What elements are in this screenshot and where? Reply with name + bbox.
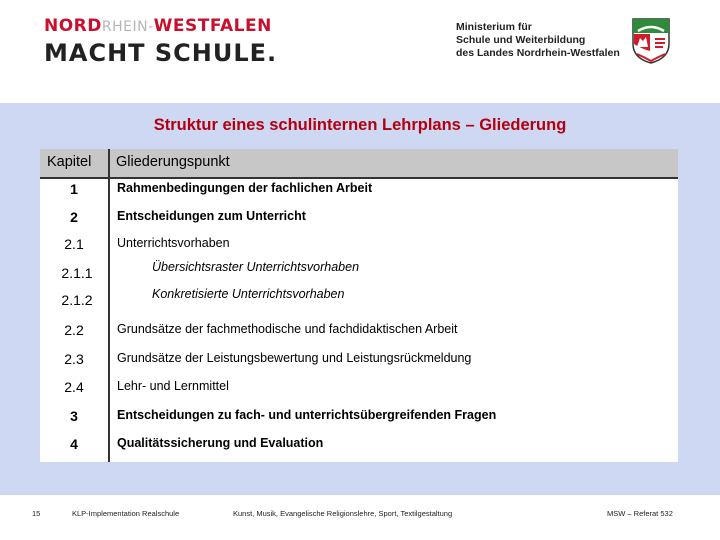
- chapter-number: 2.1.2: [61, 292, 93, 308]
- slide-header: [0, 0, 720, 103]
- outline-item-text: Unterrichtsvorhaben: [117, 236, 230, 250]
- header-kapitel: Kapitel: [47, 154, 92, 170]
- chapter-number: 4: [70, 436, 78, 452]
- chapter-number: 2.4: [64, 379, 84, 395]
- slide-footer: [0, 495, 720, 540]
- footer-center-text: Kunst, Musik, Evangelische Religionslehre, Sport, Textilgestaltung: [233, 509, 453, 518]
- chapter-number: 2: [70, 209, 78, 225]
- chapter-number: 2.1.1: [61, 265, 93, 281]
- logo-line-1: [44, 16, 277, 37]
- outline-item-text: Grundsätze der fachmethodische und fachdidaktischen Arbeit: [117, 322, 458, 336]
- ministry-line-3: des Landes Nordrhein-Westfalen: [456, 47, 620, 59]
- ministry-line-2: Schule und Weiterbildung: [456, 34, 586, 46]
- logo-rhein: RHEIN-: [101, 19, 154, 35]
- chapter-number: 2.2: [64, 322, 84, 338]
- structure-table: [40, 149, 678, 462]
- chapter-number: 2.1: [64, 236, 84, 252]
- outline-item-text: Entscheidungen zu fach- und unterrichtsübergreifenden Fragen: [117, 408, 497, 422]
- ministry-name: [456, 21, 620, 60]
- outline-item-text: Übersichtsraster Unterrichtsvorhaben: [152, 260, 360, 274]
- outline-item-text: Entscheidungen zum Unterricht: [117, 209, 306, 223]
- outline-item-text: Rahmenbedingungen der fachlichen Arbeit: [117, 181, 373, 195]
- logo-nord: NORD: [44, 16, 102, 36]
- header-gliederungspunkt: Gliederungspunkt: [116, 154, 230, 170]
- table-header-row: [40, 149, 678, 179]
- outline-item-text: Grundsätze der Leistungsbewertung und Leistungsrückmeldung: [117, 351, 472, 365]
- chapter-number: 1: [70, 181, 78, 197]
- slide-title: Struktur eines schulinternen Lehrplans – Gliederung: [153, 116, 567, 134]
- logo-westfalen: WESTFALEN: [153, 16, 272, 36]
- footer-left-text: KLP-Implementation Realschule: [72, 509, 180, 518]
- chapter-number: 3: [70, 408, 78, 424]
- nrw-coat-of-arms-icon: [632, 18, 670, 64]
- ministry-line-1: Ministerium für: [456, 21, 532, 33]
- nrw-macht-schule-logo: [44, 16, 277, 67]
- outline-item-text: Konkretisierte Unterrichtsvorhaben: [152, 287, 345, 301]
- logo-line-2: MACHT SCHULE.: [44, 39, 278, 67]
- outline-item-text: Lehr- und Lernmittel: [117, 379, 229, 393]
- outline-item-text: Qualitätssicherung und Evaluation: [117, 436, 324, 450]
- footer-right-text: MSW – Referat 532: [607, 509, 673, 518]
- chapter-number: 2.3: [64, 351, 84, 367]
- page-number: 15: [32, 509, 41, 518]
